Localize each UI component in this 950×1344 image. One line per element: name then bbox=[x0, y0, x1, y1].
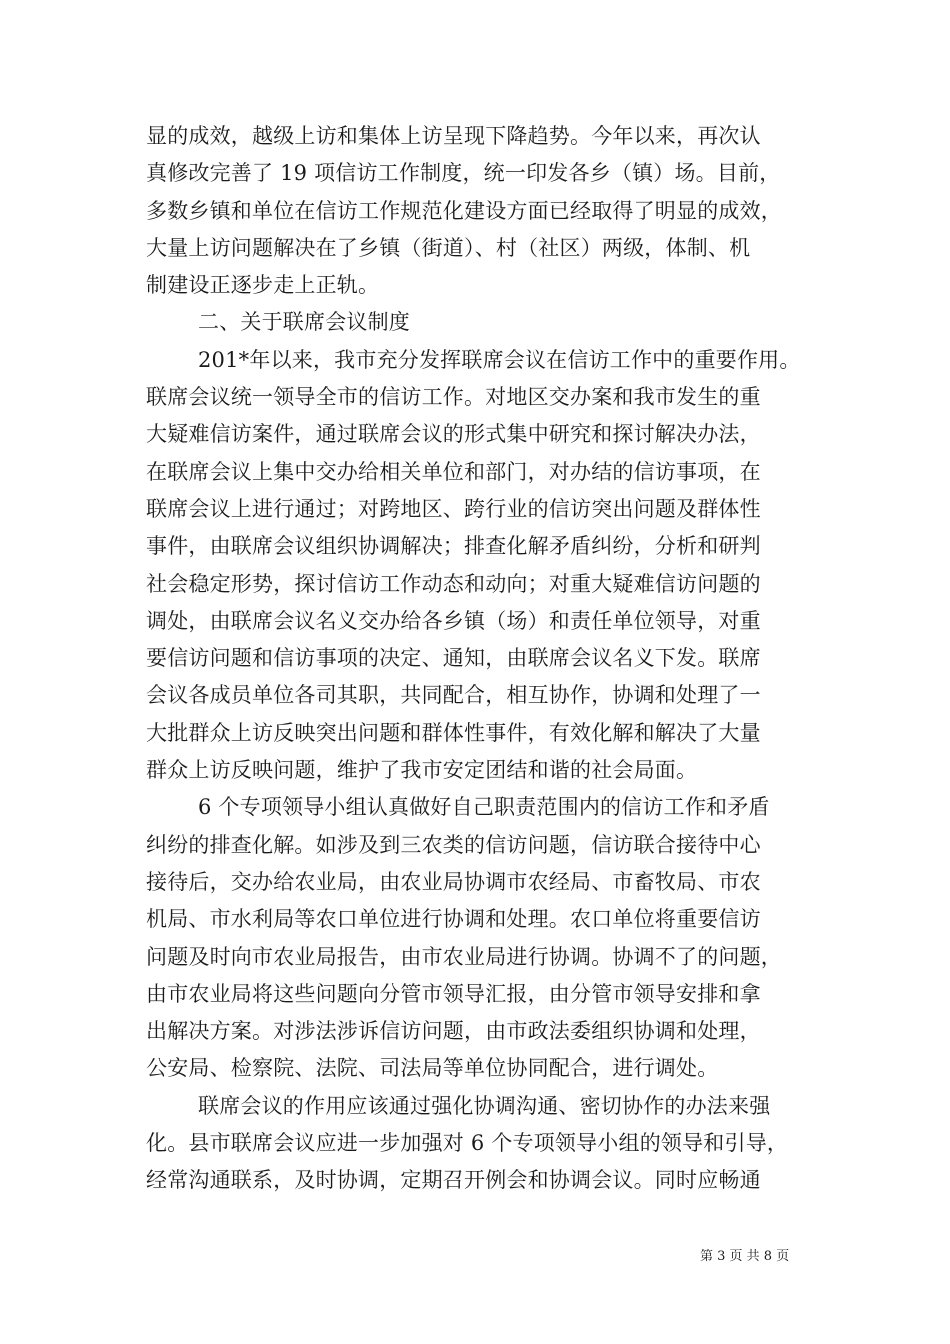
text-line-2: 真修改完善了 19 项信访工作制度，统一印发各乡（镇）场。目前， bbox=[146, 161, 781, 186]
text-line-8: 联席会议统一领导全市的信访工作。对地区交办案和我市发生的重 bbox=[146, 385, 761, 410]
text-line-5: 制建设正逐步走上正轨。 bbox=[146, 273, 380, 298]
text-line-14: 调处，由联席会议名义交办给各乡镇（场）和责任单位领导，对重 bbox=[146, 608, 761, 633]
text-line-18: 群众上访反映问题，维护了我市安定团结和谐的社会局面。 bbox=[146, 758, 698, 783]
text-line-25: 出解决方案。对涉法涉诉信访问题，由市政法委组织协调和处理， bbox=[146, 1019, 761, 1044]
text-line-7: 201*年以来，我市充分发挥联席会议在信访工作中的重要作用。 bbox=[198, 347, 801, 372]
page-number: 第 3 页 共 8 页 bbox=[700, 1249, 790, 1264]
text-line-26: 公安局、检察院、法院、司法局等单位协同配合，进行调处。 bbox=[146, 1056, 719, 1081]
text-line-27: 联席会议的作用应该通过强化协调沟通、密切协作的办法来强 bbox=[198, 1093, 771, 1118]
section-heading: 二、关于联席会议制度 bbox=[198, 310, 410, 335]
text-line-12: 事件，由联席会议组织协调解决；排查化解矛盾纠纷，分析和研判 bbox=[146, 534, 761, 559]
text-line-4: 大量上访问题解决在了乡镇（街道）、村（社区）两级，体制、机 bbox=[146, 235, 751, 260]
text-line-21: 接待后，交办给农业局，由农业局协调市农经局、市畜牧局、市农 bbox=[146, 869, 761, 894]
text-line-19: 6 个专项领导小组认真做好自己职责范围内的信访工作和矛盾 bbox=[198, 795, 770, 820]
text-line-3: 多数乡镇和单位在信访工作规范化建设方面已经取得了明显的成效， bbox=[146, 198, 782, 223]
text-line-23: 问题及时向市农业局报告，由市农业局进行协调。协调不了的问题， bbox=[146, 944, 782, 969]
text-line-13: 社会稳定形势，探讨信访工作动态和动向；对重大疑难信访问题的 bbox=[146, 571, 761, 596]
text-line-24: 由市农业局将这些问题向分管市领导汇报，由分管市领导安排和拿 bbox=[146, 981, 761, 1006]
text-line-16: 会议各成员单位各司其职，共同配合，相互协作，协调和处理了一 bbox=[146, 683, 761, 708]
text-line-11: 联席会议上进行通过；对跨地区、跨行业的信访突出问题及群体性 bbox=[146, 496, 761, 521]
document-body bbox=[146, 118, 814, 1200]
text-line-1: 显的成效，越级上访和集体上访呈现下降趋势。今年以来，再次认 bbox=[146, 124, 761, 148]
text-line-20: 纠纷的排查化解。如涉及到三农类的信访问题，信访联合接待中心 bbox=[146, 832, 761, 857]
text-line-10: 在联席会议上集中交办给相关单位和部门，对办结的信访事项，在 bbox=[146, 459, 761, 484]
text-line-29: 经常沟通联系，及时协调，定期召开例会和协调会议。同时应畅通 bbox=[146, 1168, 761, 1193]
text-line-28: 化。县市联席会议应进一步加强对 6 个专项领导小组的领导和引导， bbox=[146, 1131, 789, 1156]
text-line-17: 大批群众上访反映突出问题和群体性事件，有效化解和解决了大量 bbox=[146, 720, 761, 745]
text-line-15: 要信访问题和信访事项的决定、通知，由联席会议名义下发。联席 bbox=[146, 646, 761, 671]
text-line-9: 大疑难信访案件，通过联席会议的形式集中研究和探讨解决办法， bbox=[146, 422, 761, 447]
text-line-22: 机局、市水利局等农口单位进行协调和处理。农口单位将重要信访 bbox=[146, 907, 761, 932]
